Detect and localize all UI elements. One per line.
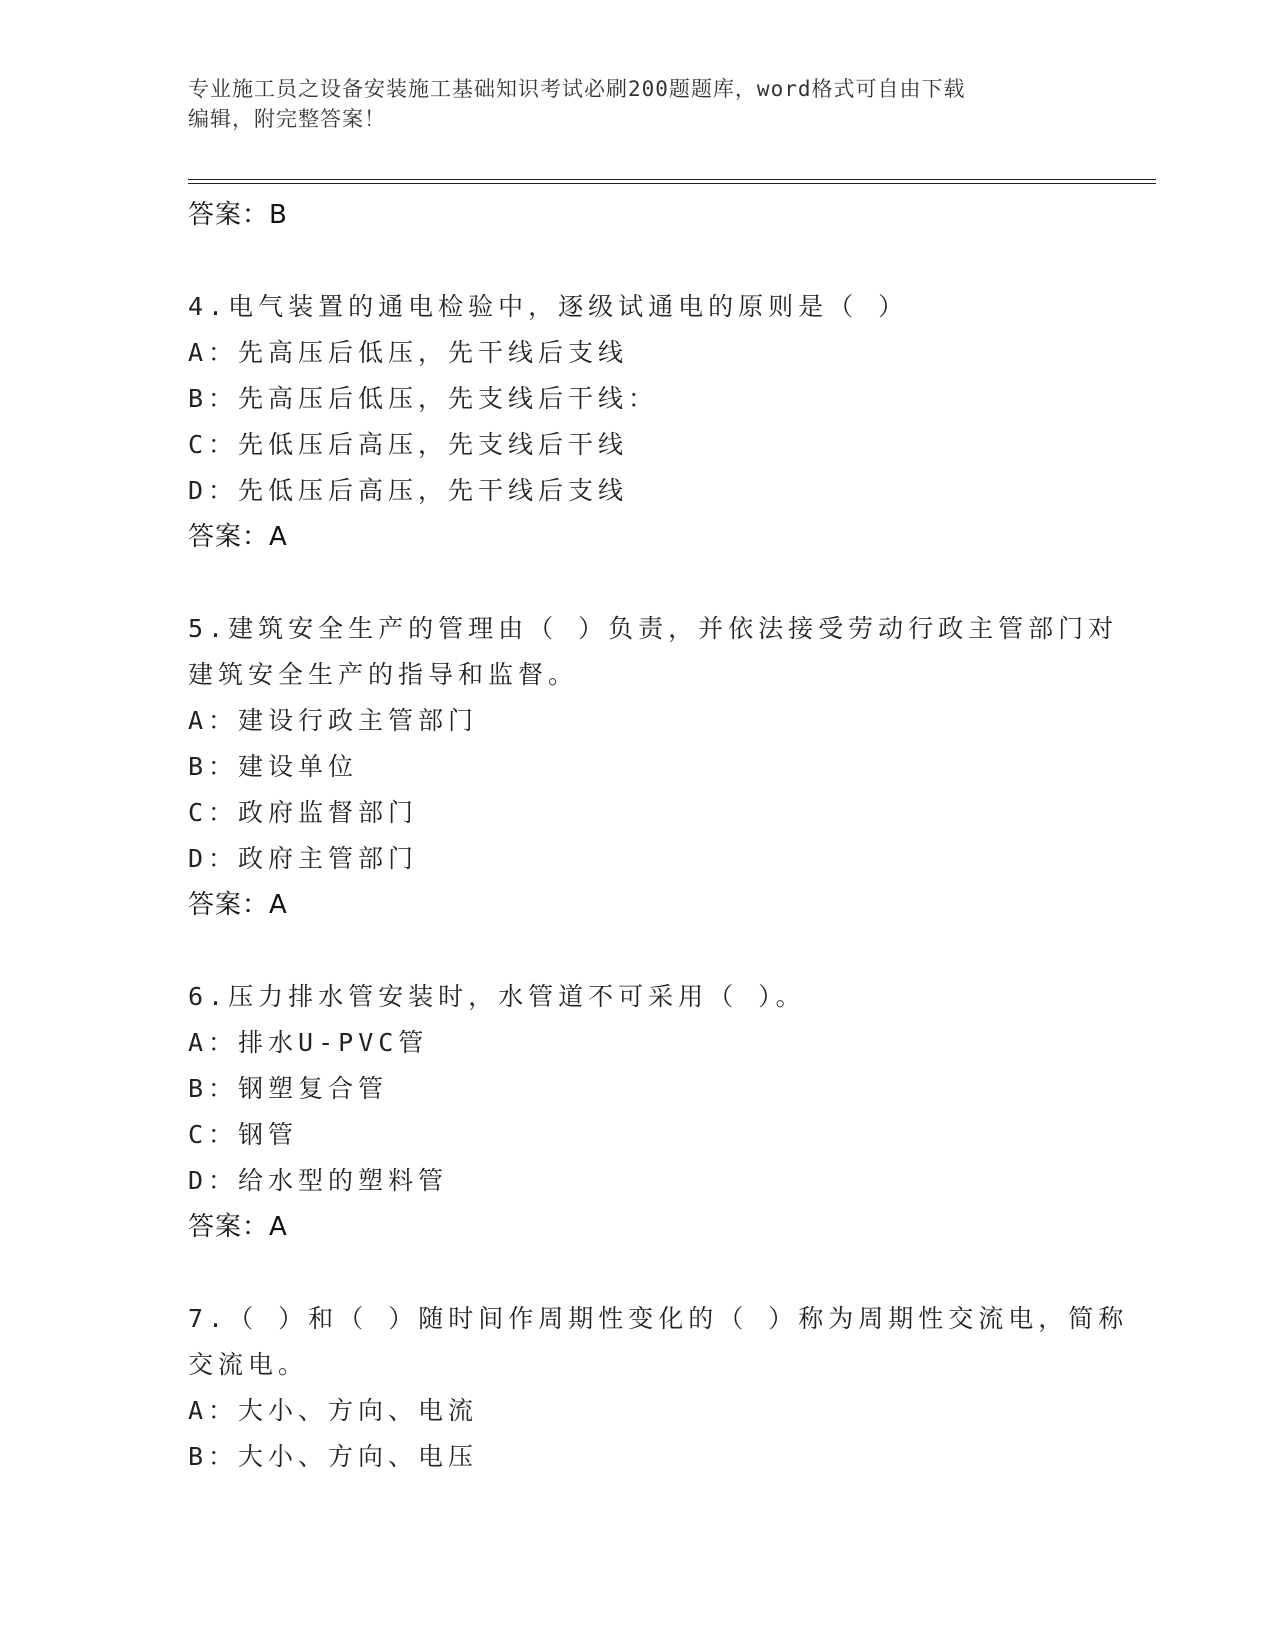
- document-header: [188, 74, 1068, 134]
- spacer: [188, 928, 1088, 974]
- option-b: B：建设单位: [188, 752, 359, 781]
- option-c: C：先低压后高压，先支线后干线: [188, 430, 629, 459]
- option-d: D：先低压后高压，先干线后支线: [188, 476, 629, 505]
- option-a: A：建设行政主管部门: [188, 706, 479, 735]
- option-a: A：先高压后低压，先干线后支线: [188, 338, 629, 367]
- question-6: [188, 974, 1088, 1250]
- answer: 答案：A: [188, 1212, 288, 1242]
- spacer: [188, 560, 1088, 606]
- question-stem-line-2: 交流电。: [188, 1350, 309, 1379]
- question-5: [188, 606, 1119, 928]
- header-line-2: 编辑，附完整答案！: [188, 107, 386, 131]
- previous-answer: 答案：B: [188, 200, 288, 230]
- option-b: B：大小、方向、电压: [188, 1442, 479, 1471]
- header-line-1: 专业施工员之设备安装施工基础知识考试必刷200题题库，word格式可自由下载: [188, 77, 966, 101]
- option-a: A：排水U-PVC管: [188, 1028, 429, 1057]
- option-b: B：钢塑复合管: [188, 1074, 389, 1103]
- option-a: A：大小、方向、电流: [188, 1396, 479, 1425]
- answer: 答案：A: [188, 522, 288, 552]
- spacer: [188, 238, 1088, 284]
- header-divider-top: [188, 179, 1156, 180]
- option-d: D：政府主管部门: [188, 844, 419, 873]
- question-stem-line-2: 建筑安全生产的指导和监督。: [188, 660, 579, 689]
- question-stem-line-1: 7.（ ）和（ ）随时间作周期性变化的（ ）称为周期性交流电，简称: [188, 1304, 1129, 1333]
- option-b: B：先高压后低压，先支线后干线：: [188, 384, 659, 413]
- question-7: [188, 1296, 1129, 1480]
- question-stem: 4.电气装置的通电检验中，逐级试通电的原则是（ ）: [188, 292, 909, 321]
- question-4: [188, 284, 1088, 560]
- question-stem-line-1: 5.建筑安全生产的管理由（ ）负责，并依法接受劳动行政主管部门对: [188, 614, 1119, 643]
- answer: 答案：A: [188, 890, 288, 920]
- spacer: [188, 1250, 1088, 1296]
- option-c: C：政府监督部门: [188, 798, 419, 827]
- question-stem: 6.压力排水管安装时，水管道不可采用（ ）。: [188, 982, 806, 1011]
- option-d: D：给水型的塑料管: [188, 1166, 449, 1195]
- option-c: C：钢管: [188, 1120, 299, 1149]
- question-list: [188, 192, 1129, 1480]
- header-divider-bottom: [188, 183, 1156, 184]
